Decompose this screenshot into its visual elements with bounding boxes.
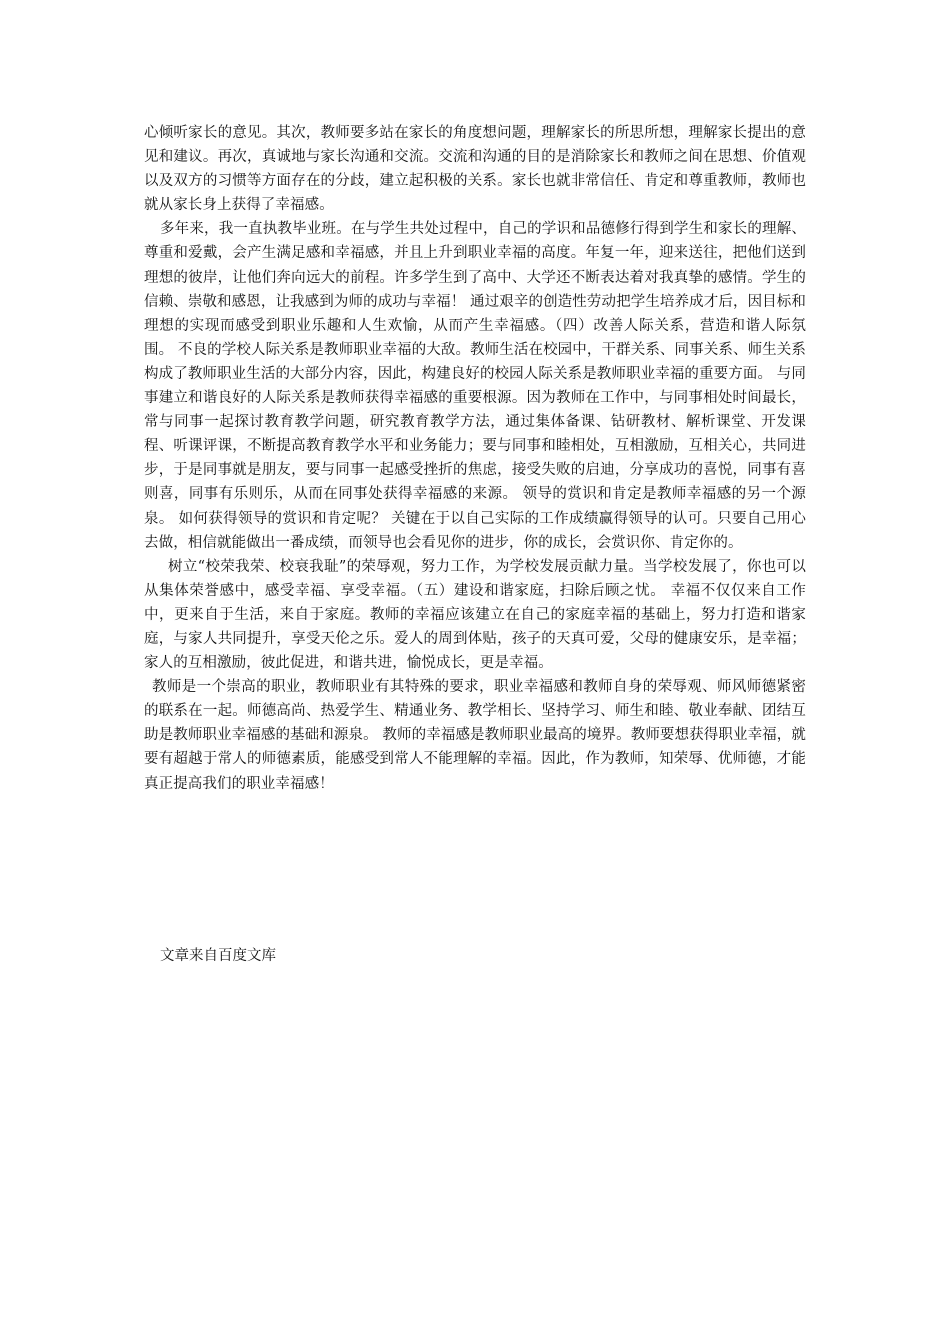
paragraph-3: 树立“校荣我荣、校衰我耻”的荣辱观，努力工作，为学校发展贡献力量。当学校发展了，你也可以从集体荣誉感中，感受幸福、享受幸福。（五）建设和谐家庭，扫除后顾之忧。 幸福不仅仅来自工作中，更来自于生活，来自于家庭。教师的幸福应该建立在自己的家庭幸福的基础上，努力打造和谐家庭，与家人共同提升，享受天伦之乐。爱人的周到体贴，孩子的天真可爱，父母的健康安乐，是幸福；家人的互相激励，彼此促进，和谐共进，愉悦成长，更是幸福。 <box>144 558 806 672</box>
paragraph-2: 多年来，我一直执教毕业班。在与学生共处过程中，自己的学识和品德修行得到学生和家长的理解、尊重和爱戴，会产生满足感和幸福感，并且上升到职业幸福的高度。年复一年，迎来送往，把他们送到理想的彼岸，让他们奔向远大的前程。许多学生到了高中、大学还不断表达着对我真挚的感情。学生的信赖、崇敬和感恩，让我感到为师的成功与幸福！ 通过艰辛的创造性劳动把学生培养成才后，因目标和理想的实现而感受到职业乐趣和人生欢愉，从而产生幸福感。（四）改善人际关系，营造和谐人际氛围。 不良的学校人际关系是教师职业幸福的大敌。教师生活在校园中，干群关系、同事关系、师生关系构成了教师职业生活的大部分内容，因此，构建良好的校园人际关系是教师职业幸福的重要方面。 与同事建立和谐良好的人际关系是教师获得幸福感的重要根源。因为教师在工作中，与同事相处时间最长，常与同事一起探讨教育教学问题，研究教育教学方法，通过集体备课、钻研教材、解析课堂、开发课程、听课评课，不断提高教育教学水平和业务能力；要与同事和睦相处，互相激励，互相关心，共同进步，于是同事就是朋友，要与同事一起感受挫折的焦虑，接受失败的启迪，分享成功的喜悦，同事有喜则喜，同事有乐则乐，从而在同事处获得幸福感的来源。 领导的赏识和肯定是教师幸福感的另一个源泉。 如何获得领导的赏识和肯定呢？ 关键在于以自己实际的工作成绩赢得领导的认可。只要自己用心去做，相信就能做出一番成绩，而领导也会看见你的进步，你的成长，会赏识你、肯定你的。 <box>144 221 806 551</box>
article-body <box>144 121 806 796</box>
paragraph-4: 教师是一个崇高的职业，教师职业有其特殊的要求，职业幸福感和教师自身的荣辱观、师风师德紧密的联系在一起。师德高尚、热爱学生、精通业务、教学相长、坚持学习、师生和睦、敬业奉献、团结互助是教师职业幸福感的基础和源泉。 教师的幸福感是教师职业最高的境界。教师要想获得职业幸福，就要有超越于常人的师德素质，能感受到常人不能理解的幸福。因此，作为教师，知荣辱、优师德，才能真正提高我们的职业幸福感！ <box>144 679 806 792</box>
paragraph-1: 心倾听家长的意见。其次，教师要多站在家长的角度想问题，理解家长的所思所想，理解家长提出的意见和建议。再次，真诚地与家长沟通和交流。交流和沟通的目的是消除家长和教师之间在思想、价值观以及双方的习惯等方面存在的分歧，建立起积极的关系。家长也就非常信任、肯定和尊重教师，教师也就从家长身上获得了幸福感。 <box>144 125 806 214</box>
source-note: 文章来自百度文库 <box>160 948 276 964</box>
